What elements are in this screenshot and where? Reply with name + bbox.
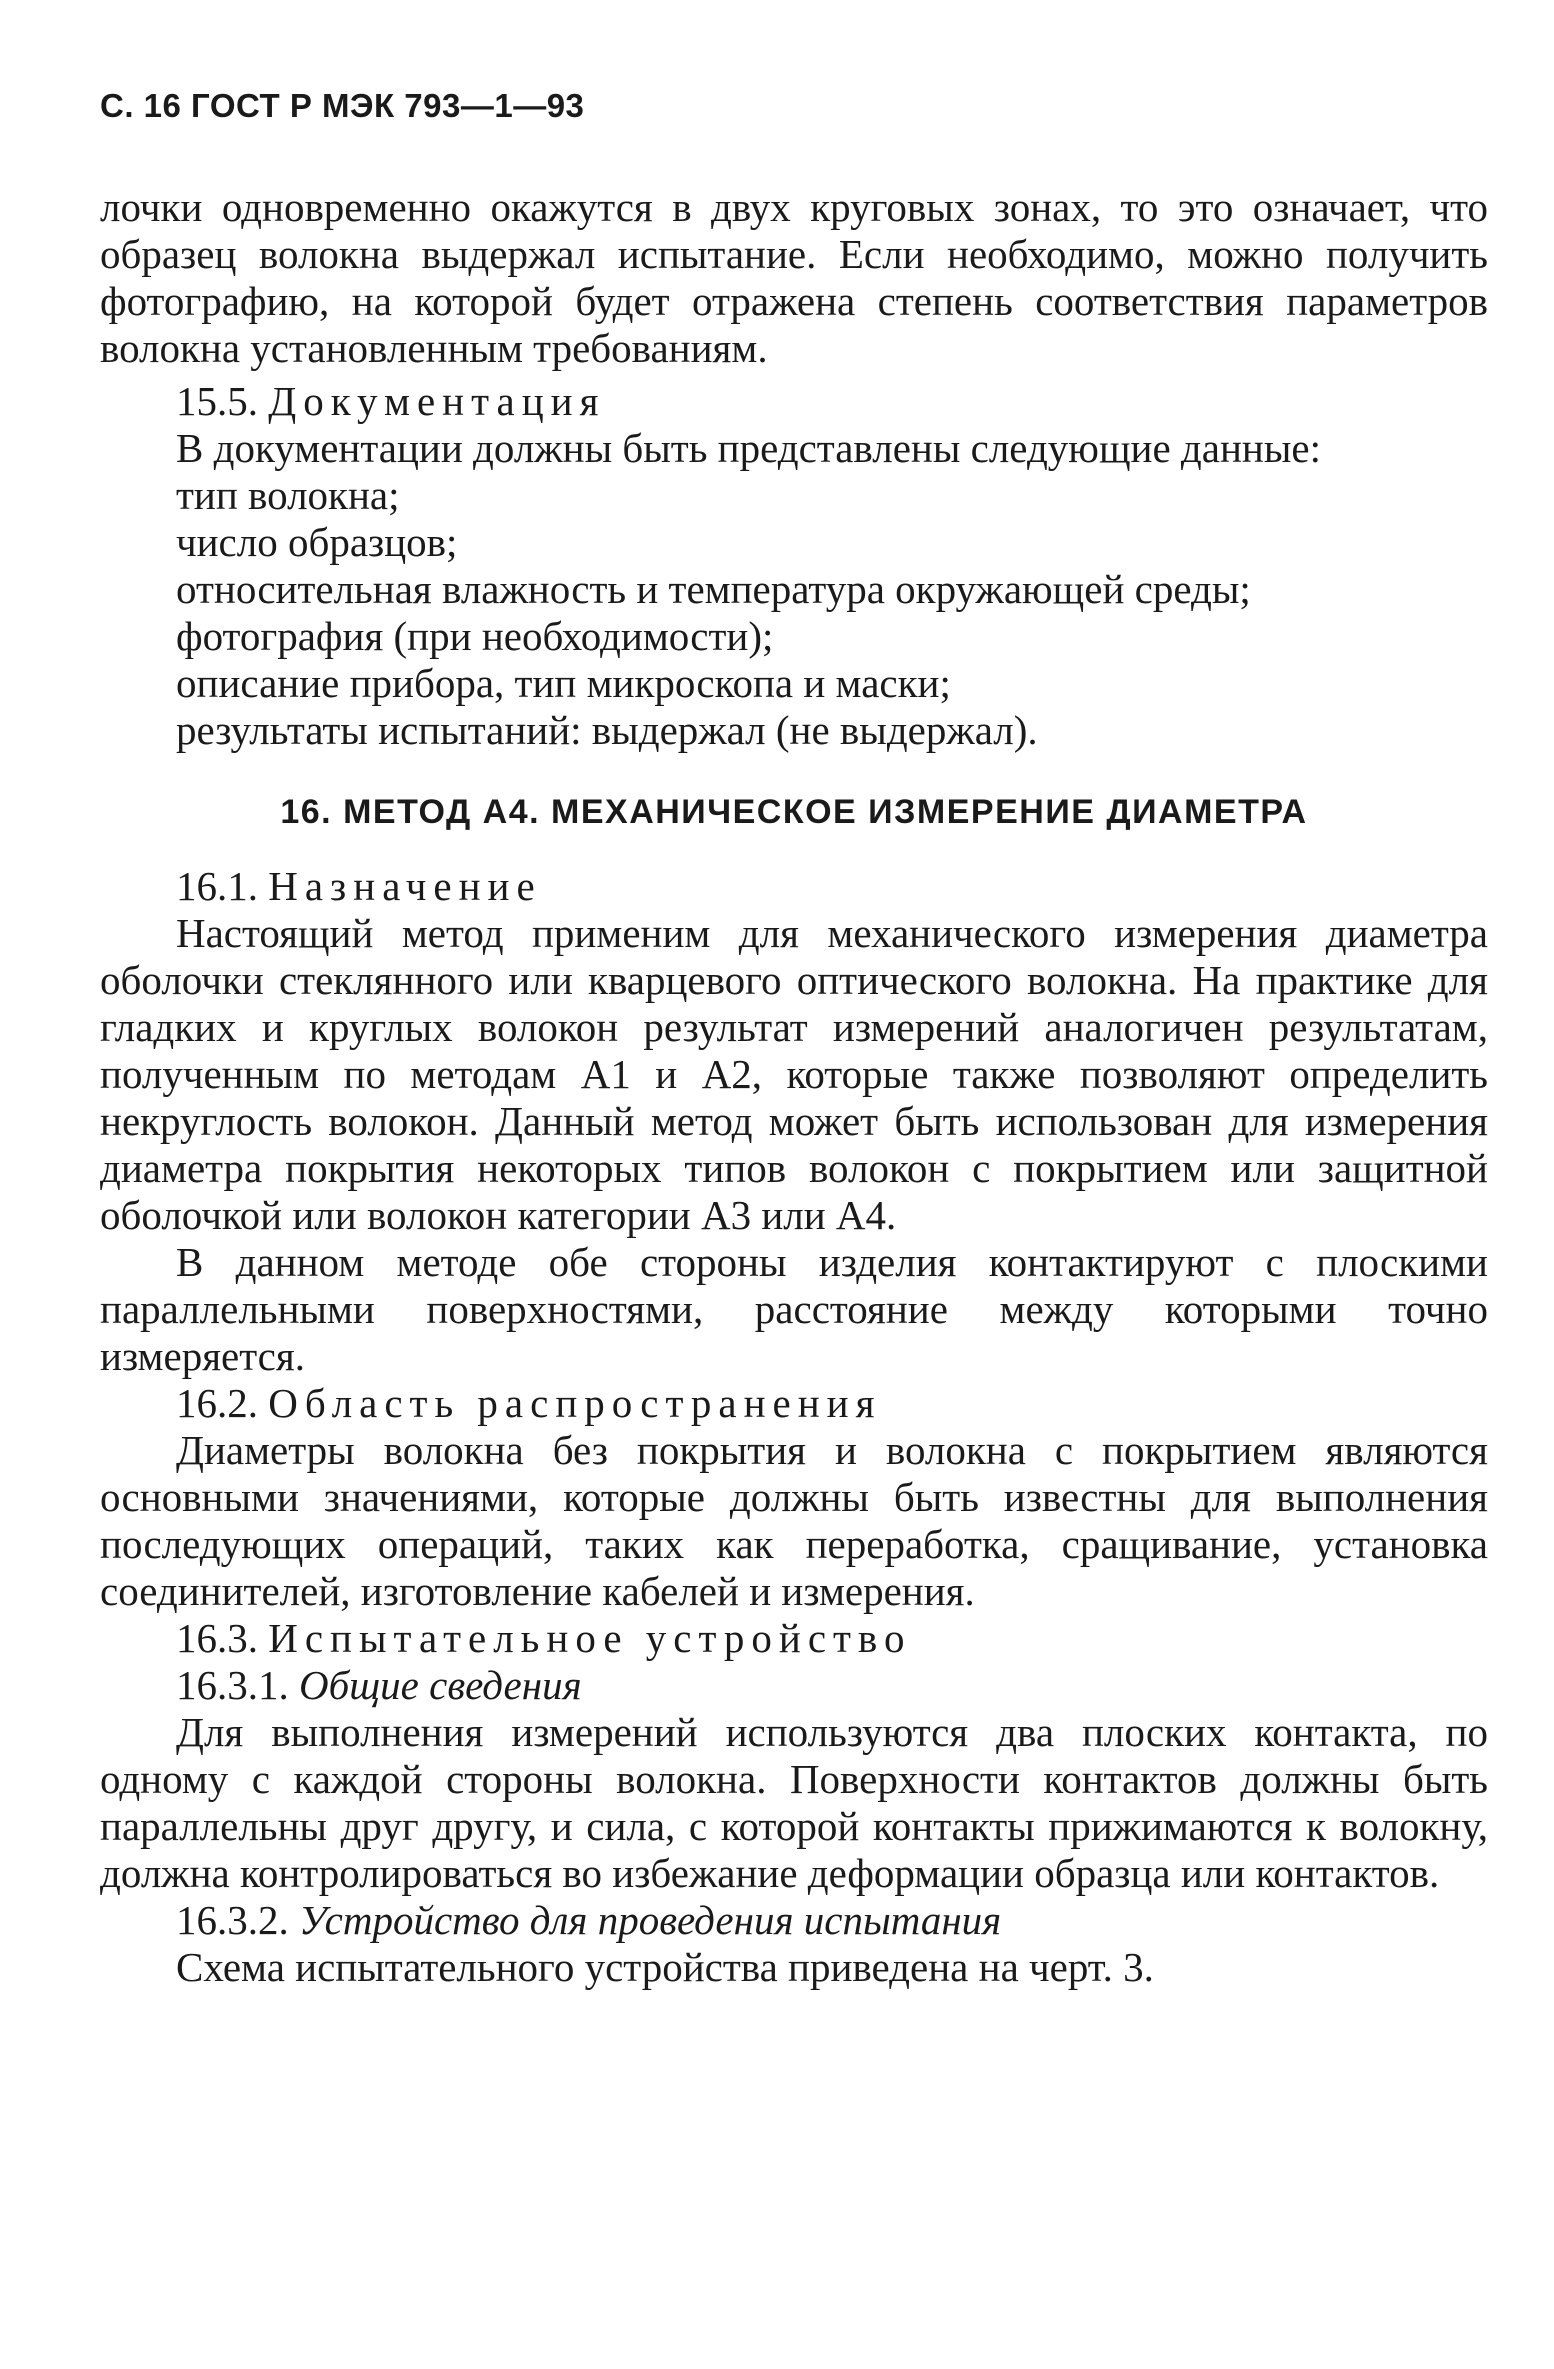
purpose-paragraph-2: В данном методе обе стороны изделия контактируют с плоскими параллельными поверхностями, расстояние между которыми точно измеряется.	[100, 1239, 1488, 1380]
subsection-title: Устройство для проведения испытания	[299, 1897, 1002, 1944]
subsection-16-3-heading	[100, 1615, 1488, 1662]
subsection-title: Назначение	[268, 863, 542, 910]
subsection-number: 16.3.	[176, 1615, 258, 1662]
subsection-16-3-1-heading	[100, 1662, 1488, 1709]
subsection-number: 15.5.	[176, 378, 258, 425]
subsection-number: 16.1.	[176, 863, 258, 910]
subsection-title: Область распространения	[268, 1380, 882, 1427]
list-item: относительная влажность и температура окружающей среды;	[176, 566, 1251, 613]
subsection-number: 16.2.	[176, 1380, 258, 1427]
subsection-number: 16.3.1.	[176, 1662, 289, 1709]
list-item: описание прибора, тип микроскопа и маски;	[176, 660, 951, 707]
purpose-paragraph-1: Настоящий метод применим для механического измерения диаметра оболочки стеклянного или кварцевого оптического волокна. На практике для гладких и круглых волокон результат измерений аналогичен результатам, полученным по методам А1 и А2, которые также позволяют определить некруглость волокон. Данный метод может быть использован для измерения диаметра покрытия некоторых типов волокон с покрытием или защитной оболочкой или волокон категории А3 или А4.	[100, 910, 1488, 1239]
subsection-15-5-heading	[100, 378, 1488, 425]
subsection-title: Общие сведения	[299, 1662, 582, 1709]
scope-paragraph: Диаметры волокна без покрытия и волокна с покрытием являются основными значениями, которые должны быть известны для выполнения последующих операций, таких как переработка, сращивание, установка соединителей, изготовление кабелей и измерения.	[100, 1427, 1488, 1615]
documentation-list	[100, 472, 1488, 754]
documentation-paragraph: В документации должны быть представлены следующие данные:	[176, 425, 1321, 472]
list-item: число образцов;	[176, 519, 458, 566]
subsection-title: Испытательное устройство	[268, 1615, 912, 1662]
intro-paragraph: лочки одновременно окажутся в двух круговых зонах, то это означает, что образец волокна выдержал испытание. Если необходимо, можно получить фотографию, на которой будет отражена степень соответствия параметров волокна установленным требованиям.	[100, 184, 1488, 372]
test-device-paragraph: Схема испытательного устройства приведена на черт. 3.	[176, 1944, 1154, 1991]
section-16-title: 16. МЕТОД А4. МЕХАНИЧЕСКОЕ ИЗМЕРЕНИЕ ДИАМЕТРА	[280, 793, 1308, 832]
list-item: фотография (при необходимости);	[176, 613, 774, 660]
page-header: С. 16 ГОСТ Р МЭК 793—1—93	[100, 87, 585, 124]
subsection-number: 16.3.2.	[176, 1897, 289, 1944]
general-info-paragraph: Для выполнения измерений используются два плоских контакта, по одному с каждой стороны волокна. Поверхности контактов должны быть параллельны друг другу, и сила, с которой контакты прижимаются к волокну, должна контролироваться во избежание деформации образца или контактов.	[100, 1709, 1488, 1897]
list-item: тип волокна;	[176, 472, 400, 519]
subsection-16-3-2-heading	[100, 1897, 1488, 1944]
subsection-16-2-heading	[100, 1380, 1488, 1427]
document-page	[100, 88, 1488, 1991]
list-item: результаты испытаний: выдержал (не выдержал).	[176, 707, 1038, 754]
subsection-title: Документация	[268, 378, 606, 425]
subsection-16-1-heading	[100, 863, 1488, 910]
